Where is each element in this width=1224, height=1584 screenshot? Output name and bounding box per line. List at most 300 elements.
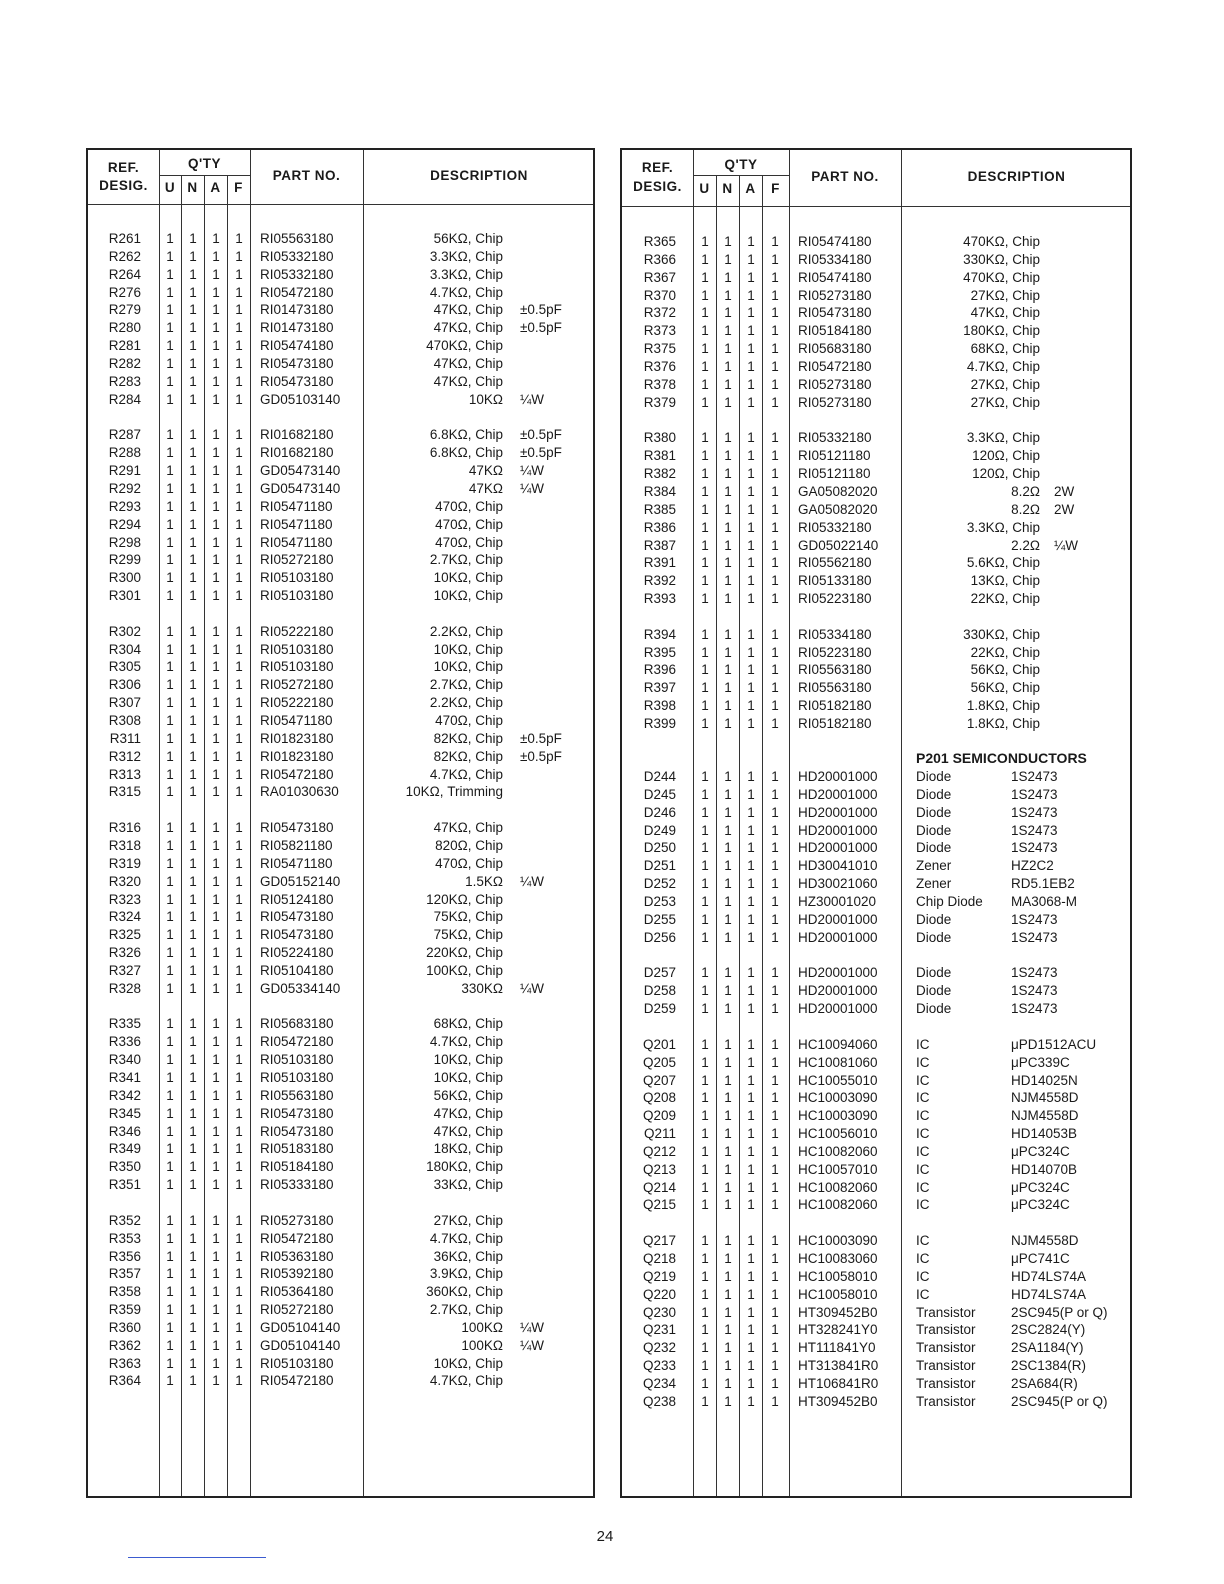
cell-qty-f: 1	[235, 373, 243, 389]
table-row	[88, 1337, 593, 1354]
cell-qty-n: 1	[724, 555, 732, 571]
cell-qty-a: 1	[747, 555, 755, 571]
cell-part-no: HT111841Y0	[798, 1340, 876, 1356]
cell-ref-desig: R325	[108, 927, 141, 943]
cell-part-no: HD20001000	[798, 804, 878, 820]
cell-qty-a: 1	[747, 1126, 755, 1141]
cell-description: 47KΩ	[468, 480, 503, 496]
cell-qty-f: 1	[235, 641, 243, 657]
cell-qty-f: 1	[235, 266, 243, 282]
table-row	[622, 715, 1130, 732]
cell-qty-f: 1	[771, 466, 779, 482]
table-row	[88, 712, 593, 729]
cell-qty-n: 1	[189, 552, 197, 568]
cell-qty-f: 1	[771, 323, 779, 339]
cell-qty-u: 1	[701, 626, 709, 642]
cell-qty-a: 1	[747, 323, 755, 339]
cell-qty-f: 1	[235, 1034, 243, 1050]
cell-qty-u: 1	[166, 1123, 174, 1139]
cell-description: 47KΩ, Chip	[433, 355, 503, 371]
cell-qty-u: 1	[701, 341, 709, 357]
cell-ref-desig: R315	[108, 784, 141, 800]
cell-qty-u: 1	[701, 680, 709, 696]
cell-spec: ¼W	[520, 391, 545, 407]
cell-ref-desig: R366	[643, 251, 676, 267]
cell-description: 3.3KΩ, Chip	[966, 430, 1040, 446]
cell-spec: ±0.5pF	[520, 730, 562, 746]
cell-part-no: RI05103180	[260, 659, 334, 675]
cell-qty-f: 1	[771, 483, 779, 499]
cell-description: 4.7KΩ, Chip	[429, 1373, 503, 1389]
table-row	[622, 875, 1130, 892]
cell-qty-u: 1	[701, 1375, 709, 1391]
cell-qty-a: 1	[747, 804, 755, 820]
cell-qty-u: 1	[166, 1319, 174, 1335]
cell-qty-a: 1	[212, 1105, 220, 1121]
cell-qty-u: 1	[701, 965, 709, 981]
cell-description: Diode	[916, 983, 952, 999]
cell-qty-n: 1	[724, 894, 732, 909]
cell-part-no: HC10082060	[798, 1179, 878, 1195]
cell-qty-f: 1	[235, 873, 243, 889]
cell-part-no: RI05334180	[798, 626, 872, 642]
cell-spec: 1S2473	[1011, 804, 1058, 820]
cell-qty-f: 1	[235, 1087, 243, 1103]
cell-qty-a: 1	[747, 537, 755, 553]
cell-qty-u: 1	[701, 644, 709, 660]
cell-qty-n: 1	[724, 466, 732, 482]
cell-qty-f: 1	[235, 248, 243, 264]
cell-qty-a: 1	[212, 873, 220, 889]
cell-qty-u: 1	[166, 1230, 174, 1246]
cell-ref-desig: R302	[108, 623, 141, 639]
cell-qty-n: 1	[189, 588, 197, 603]
cell-ref-desig: R356	[108, 1248, 141, 1264]
cell-qty-u: 1	[701, 1054, 709, 1070]
cell-ref-desig: R396	[643, 662, 676, 678]
cell-description: IC	[916, 1233, 930, 1249]
cell-description: IC	[916, 1072, 930, 1088]
cell-qty-u: 1	[701, 501, 709, 517]
table-row	[88, 641, 593, 658]
cell-qty-a: 1	[747, 483, 755, 499]
cell-qty-f: 1	[235, 552, 243, 568]
table-row	[622, 1054, 1130, 1071]
cell-qty-u: 1	[701, 1322, 709, 1338]
cell-part-no: HC10058010	[798, 1268, 878, 1284]
cell-qty-n: 1	[724, 698, 732, 714]
cell-qty-u: 1	[701, 929, 709, 945]
cell-qty-a: 1	[212, 945, 220, 960]
table-row	[622, 893, 1130, 910]
header-qty: Q'TY	[724, 157, 758, 172]
cell-part-no: HD20001000	[798, 965, 878, 981]
table-row	[622, 519, 1130, 536]
cell-qty-f: 1	[771, 1393, 779, 1409]
cell-description: 47KΩ, Chip	[433, 1105, 503, 1121]
cell-ref-desig: R327	[108, 962, 141, 978]
table-row	[622, 1179, 1130, 1196]
cell-qty-n: 1	[724, 1393, 732, 1409]
cell-qty-u: 1	[166, 1105, 174, 1121]
cell-qty-f: 1	[771, 1143, 779, 1159]
table-row	[622, 1072, 1130, 1089]
cell-part-no: HD30021060	[798, 876, 878, 892]
cell-qty-f: 1	[771, 430, 779, 446]
cell-qty-a: 1	[747, 858, 755, 874]
cell-description: 5.6KΩ, Chip	[966, 555, 1040, 571]
cell-description: 1.5KΩ	[465, 873, 503, 889]
cell-ref-desig: R353	[108, 1230, 141, 1246]
cell-qty-n: 1	[724, 1251, 732, 1266]
cell-qty-u: 1	[166, 766, 174, 782]
cell-part-no: RI05473180	[260, 909, 334, 925]
cell-qty-n: 1	[724, 341, 732, 357]
cell-ref-desig: R395	[643, 644, 676, 660]
cell-qty-f: 1	[771, 287, 779, 303]
cell-part-no: RI05563180	[260, 1087, 334, 1103]
cell-qty-a: 1	[212, 516, 220, 532]
cell-qty-f: 1	[235, 820, 243, 836]
cell-qty-f: 1	[771, 644, 779, 660]
cell-spec: NJM4558D	[1011, 1090, 1079, 1106]
cell-qty-u: 1	[166, 445, 174, 461]
cell-spec: 2SA1184(Y)	[1011, 1340, 1084, 1356]
cell-part-no: RI05103180	[260, 1070, 334, 1085]
cell-qty-f: 1	[235, 1355, 243, 1371]
cell-part-no: HT106841R0	[798, 1375, 879, 1391]
table-row	[88, 480, 593, 497]
cell-ref-desig: R360	[108, 1319, 141, 1335]
cell-ref-desig: R301	[108, 588, 141, 603]
cell-description: 10KΩ, Chip	[433, 1052, 503, 1068]
cell-qty-f: 1	[235, 784, 243, 800]
cell-spec: 2SC2824(Y)	[1011, 1322, 1086, 1338]
cell-qty-n: 1	[189, 784, 197, 800]
cell-qty-f: 1	[771, 251, 779, 267]
cell-ref-desig: R306	[108, 677, 141, 693]
cell-ref-desig: Q219	[642, 1268, 676, 1284]
cell-qty-f: 1	[235, 1248, 243, 1264]
cell-description: 10KΩ, Chip	[433, 659, 503, 675]
cell-qty-n: 1	[189, 1016, 197, 1032]
cell-part-no: RI05182180	[798, 716, 872, 731]
cell-qty-f: 1	[235, 1052, 243, 1068]
cell-qty-n: 1	[189, 1355, 197, 1371]
cell-ref-desig: R328	[108, 980, 141, 996]
cell-qty-u: 1	[701, 305, 709, 321]
cell-qty-n: 1	[724, 965, 732, 981]
cell-qty-f: 1	[235, 748, 243, 764]
cell-qty-a: 1	[212, 1266, 220, 1282]
cell-description: 56KΩ, Chip	[970, 662, 1040, 678]
cell-qty-a: 1	[212, 338, 220, 354]
cell-part-no: GD05103140	[260, 391, 341, 407]
cell-description: 47KΩ, Chip	[433, 820, 503, 836]
cell-ref-desig: R308	[108, 713, 141, 728]
table-row	[88, 230, 593, 247]
cell-qty-a: 1	[747, 698, 755, 714]
table-row	[622, 233, 1130, 250]
cell-spec: ±0.5pF	[520, 320, 562, 336]
cell-part-no: RI05332180	[260, 266, 334, 282]
cell-part-no: RI05273180	[798, 287, 872, 303]
cell-qty-a: 1	[212, 1123, 220, 1139]
cell-qty-a: 1	[747, 1251, 755, 1266]
cell-qty-n: 1	[189, 962, 197, 978]
table-row	[88, 819, 593, 836]
cell-qty-n: 1	[189, 266, 197, 282]
cell-description: 56KΩ, Chip	[433, 231, 503, 246]
cell-description: 18KΩ, Chip	[433, 1141, 503, 1157]
cell-qty-n: 1	[189, 284, 197, 300]
cell-qty-n: 1	[724, 1304, 732, 1320]
cell-qty-n: 1	[189, 1123, 197, 1139]
cell-ref-desig: R349	[108, 1141, 141, 1157]
table-row	[622, 358, 1130, 375]
table-row	[622, 1339, 1130, 1356]
cell-part-no: RI05272180	[260, 677, 334, 693]
cell-description: 10KΩ, Chip	[433, 588, 503, 603]
cell-qty-a: 1	[747, 1036, 755, 1052]
cell-qty-a: 1	[747, 1268, 755, 1284]
cell-spec: μPC324C	[1011, 1143, 1070, 1159]
cell-qty-f: 1	[771, 911, 779, 927]
cell-ref-desig: R379	[643, 394, 676, 410]
cell-qty-a: 1	[212, 552, 220, 568]
cell-qty-a: 1	[747, 1233, 755, 1249]
cell-qty-u: 1	[166, 480, 174, 496]
cell-qty-a: 1	[212, 463, 220, 479]
table-row	[622, 929, 1130, 946]
table-row	[88, 266, 593, 283]
cell-part-no: RI01823180	[260, 748, 334, 764]
cell-part-no: RI05334180	[798, 251, 872, 267]
cell-qty-a: 1	[747, 1197, 755, 1213]
cell-spec: ±0.5pF	[520, 748, 562, 764]
cell-qty-n: 1	[724, 769, 732, 784]
cell-qty-f: 1	[235, 588, 243, 603]
table-row	[622, 304, 1130, 321]
cell-ref-desig: R380	[643, 430, 676, 446]
cell-qty-a: 1	[747, 287, 755, 303]
cell-qty-u: 1	[701, 448, 709, 464]
table-row	[622, 661, 1130, 678]
cell-qty-n: 1	[724, 662, 732, 678]
cell-qty-u: 1	[166, 909, 174, 925]
cell-part-no: GA05082020	[798, 483, 878, 499]
cell-qty-a: 1	[747, 1322, 755, 1338]
cell-qty-f: 1	[771, 680, 779, 696]
cell-qty-n: 1	[189, 320, 197, 336]
cell-ref-desig: R279	[108, 302, 141, 318]
table-row	[622, 768, 1130, 785]
header-u: U	[164, 180, 176, 195]
cell-ref-desig: R358	[108, 1284, 141, 1300]
cell-qty-a: 1	[212, 588, 220, 603]
cell-description: Diode	[916, 786, 952, 802]
table-row	[622, 501, 1130, 518]
cell-qty-f: 1	[771, 965, 779, 981]
cell-description: 3.3KΩ, Chip	[966, 519, 1040, 535]
cell-qty-u: 1	[166, 855, 174, 871]
table-row	[622, 1125, 1130, 1142]
cell-qty-a: 1	[747, 769, 755, 784]
table-row	[622, 251, 1130, 268]
cell-spec: 1S2473	[1011, 822, 1058, 838]
cell-part-no: RI05103180	[260, 1052, 334, 1068]
cell-part-no: RI01473180	[260, 320, 334, 336]
cell-qty-a: 1	[212, 659, 220, 675]
cell-qty-n: 1	[724, 1126, 732, 1141]
cell-qty-n: 1	[189, 302, 197, 318]
cell-ref-desig: Q215	[642, 1197, 676, 1213]
cell-ref-desig: R367	[643, 269, 676, 285]
cell-qty-u: 1	[166, 1284, 174, 1300]
cell-description: 1.8KΩ, Chip	[966, 698, 1040, 714]
table-row	[622, 287, 1130, 304]
cell-qty-u: 1	[701, 1233, 709, 1249]
table-row	[88, 1105, 593, 1122]
cell-qty-a: 1	[747, 1072, 755, 1088]
cell-ref-desig: Q212	[642, 1143, 676, 1159]
cell-qty-u: 1	[166, 516, 174, 532]
cell-qty-n: 1	[189, 1159, 197, 1175]
cell-ref-desig: R287	[108, 427, 141, 443]
cell-qty-u: 1	[701, 840, 709, 856]
cell-spec: 1S2473	[1011, 769, 1058, 784]
cell-qty-n: 1	[189, 1034, 197, 1050]
cell-ref-desig: R276	[108, 284, 141, 300]
table-row	[88, 676, 593, 693]
cell-ref-desig: D257	[643, 965, 676, 981]
page-number: 24	[596, 1528, 614, 1545]
table-row	[88, 730, 593, 747]
cell-qty-f: 1	[235, 427, 243, 443]
cell-qty-n: 1	[189, 820, 197, 836]
cell-ref-desig: Q208	[642, 1090, 676, 1106]
table-row	[622, 554, 1130, 571]
cell-qty-f: 1	[771, 1268, 779, 1284]
table-row	[622, 1321, 1130, 1338]
cell-qty-f: 1	[235, 1177, 243, 1193]
cell-part-no: HC10003090	[798, 1090, 878, 1106]
cell-qty-f: 1	[235, 927, 243, 943]
cell-ref-desig: R363	[108, 1355, 141, 1371]
cell-qty-n: 1	[189, 248, 197, 264]
header-desig: DESIG.	[633, 179, 682, 194]
table-row	[88, 1319, 593, 1336]
table-row	[622, 1304, 1130, 1321]
cell-part-no: RI05121180	[798, 448, 871, 464]
cell-spec: 1S2473	[1011, 929, 1058, 945]
cell-qty-u: 1	[166, 820, 174, 836]
cell-qty-f: 1	[771, 1161, 779, 1177]
cell-qty-f: 1	[235, 730, 243, 746]
cell-ref-desig: R376	[643, 358, 676, 374]
cell-part-no: RI05472180	[260, 766, 334, 782]
header-u: U	[699, 181, 710, 196]
cell-description: 470Ω, Chip	[435, 855, 503, 871]
cell-qty-n: 1	[189, 891, 197, 907]
table-row	[622, 394, 1130, 411]
cell-ref-desig: R382	[643, 466, 676, 482]
cell-qty-n: 1	[189, 945, 197, 960]
cell-part-no: RI05471180	[260, 534, 333, 550]
cell-description: IC	[916, 1286, 930, 1302]
cell-part-no: RI05184180	[798, 323, 872, 339]
cell-qty-n: 1	[724, 840, 732, 856]
header-desig: DESIG.	[99, 178, 148, 193]
cell-qty-a: 1	[212, 855, 220, 871]
cell-qty-a: 1	[212, 1319, 220, 1335]
cell-description: 180KΩ, Chip	[963, 323, 1040, 339]
cell-ref-desig: R372	[643, 305, 676, 321]
cell-description: Zener	[916, 858, 952, 874]
section-heading-semiconductors: P201 SEMICONDUCTORS	[916, 750, 1087, 766]
cell-qty-f: 1	[771, 626, 779, 642]
cell-part-no: RI05473180	[260, 355, 334, 371]
cell-part-no: RI05103180	[260, 588, 334, 603]
cell-description: 100KΩ, Chip	[426, 962, 503, 978]
cell-qty-f: 1	[771, 573, 779, 589]
cell-qty-u: 1	[166, 427, 174, 443]
cell-qty-a: 1	[212, 1141, 220, 1157]
cell-qty-a: 1	[212, 391, 220, 407]
cell-qty-f: 1	[235, 320, 243, 336]
cell-description: Diode	[916, 840, 952, 856]
cell-qty-u: 1	[701, 591, 709, 606]
cell-spec: 1S2473	[1011, 840, 1058, 856]
cell-spec: ¼W	[1054, 537, 1079, 553]
cell-ref-desig: D252	[643, 876, 676, 892]
cell-ref-desig: R294	[108, 516, 141, 532]
cell-part-no: HT328241Y0	[798, 1322, 878, 1338]
cell-qty-a: 1	[212, 1016, 220, 1032]
cell-spec: μPC741C	[1011, 1251, 1070, 1266]
cell-qty-n: 1	[189, 1230, 197, 1246]
cell-ref-desig: R370	[643, 287, 676, 303]
cell-qty-f: 1	[771, 769, 779, 784]
cell-description: 47KΩ, Chip	[433, 302, 503, 318]
cell-ref-desig: R262	[108, 248, 141, 264]
cell-ref-desig: R384	[643, 483, 676, 499]
cell-qty-n: 1	[189, 498, 197, 514]
table-row	[88, 551, 593, 568]
cell-spec: ±0.5pF	[520, 302, 562, 318]
cell-qty-a: 1	[747, 1304, 755, 1320]
cell-qty-a: 1	[212, 284, 220, 300]
cell-ref-desig: R391	[643, 555, 676, 571]
cell-qty-a: 1	[747, 376, 755, 392]
cell-ref-desig: R387	[643, 537, 676, 553]
cell-qty-a: 1	[212, 1284, 220, 1300]
cell-part-no: HC10094060	[798, 1036, 878, 1052]
cell-qty-u: 1	[701, 234, 709, 249]
cell-qty-f: 1	[771, 1090, 779, 1106]
cell-ref-desig: D250	[643, 840, 676, 856]
cell-qty-a: 1	[212, 677, 220, 693]
cell-description: IC	[916, 1090, 930, 1106]
cell-description: Diode	[916, 804, 952, 820]
cell-qty-u: 1	[166, 837, 174, 853]
cell-qty-u: 1	[701, 1108, 709, 1124]
cell-qty-n: 1	[189, 1212, 197, 1228]
cell-qty-n: 1	[189, 373, 197, 389]
cell-description: 82KΩ, Chip	[433, 748, 503, 764]
cell-qty-n: 1	[724, 591, 732, 606]
cell-part-no: RI05473180	[260, 373, 334, 389]
